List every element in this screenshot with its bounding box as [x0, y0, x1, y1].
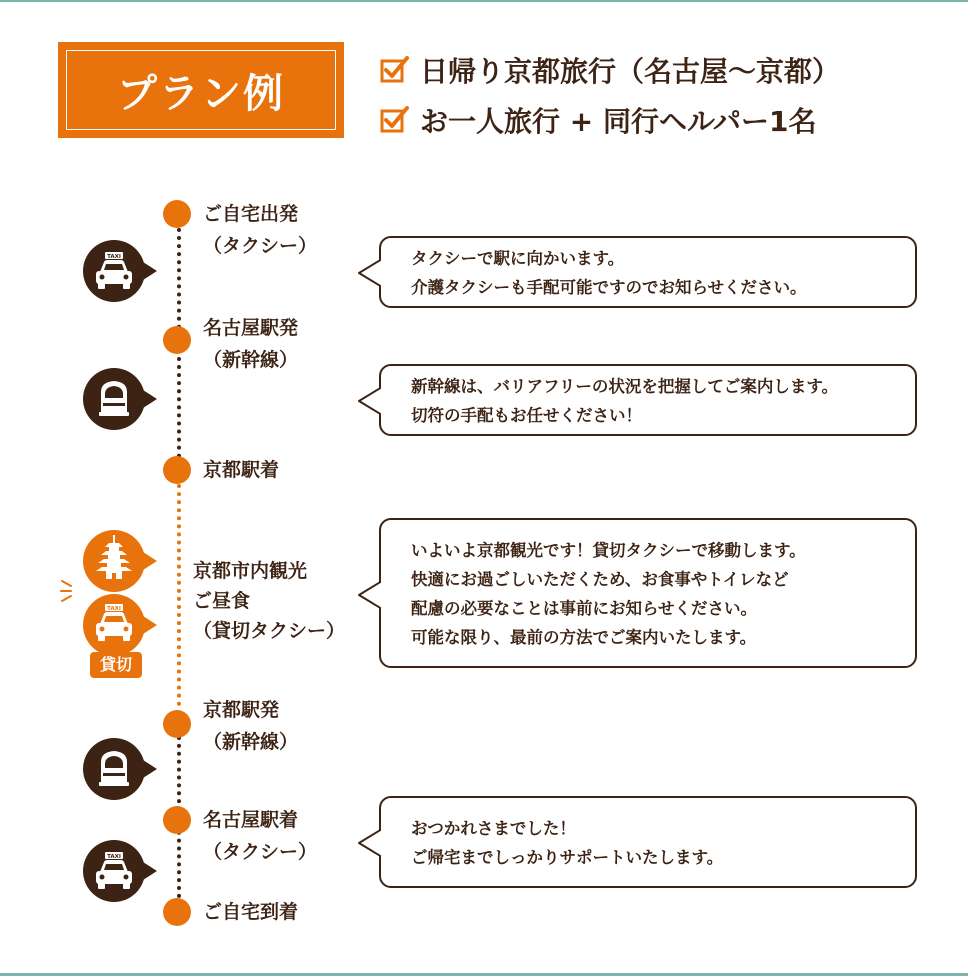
- pagoda-icon: [83, 530, 145, 592]
- step-kyoto-sightseeing: 京都市内観光 ご昼食 （貸切タクシー）: [193, 560, 346, 642]
- top-border: [0, 0, 968, 2]
- title-box: [58, 42, 344, 138]
- step-home-departure: ご自宅出発 （タクシー）: [203, 203, 318, 257]
- bubble-tail: [357, 258, 381, 288]
- timeline-dot: [163, 806, 191, 834]
- timeline-dot: [163, 456, 191, 484]
- svg-text:TAXI: TAXI: [107, 254, 121, 260]
- timeline-line-orange: [177, 484, 181, 706]
- step-kyoto-arrival: 京都駅着: [203, 459, 280, 481]
- timeline-dot: [163, 898, 191, 926]
- checklist-item-helper: [380, 100, 816, 140]
- svg-text:TAXI: TAXI: [107, 854, 121, 860]
- bubble-sightseeing-info: いよいよ京都観光です！貸切タクシーで移動します。 快適にお過ごしいただくため、お食事やトイレなど 配慮の必要なことは事前にお知らせください。 可能な限り、最前の方法でご案内いたします。: [379, 518, 917, 668]
- checklist-text: 日帰り京都旅行（名古屋〜京都）: [420, 55, 841, 88]
- step-home-arrival: ご自宅到着: [203, 901, 299, 923]
- bubble-tail: [357, 580, 381, 610]
- sparkle-icon: [60, 578, 82, 604]
- bubble-tail: [357, 386, 381, 416]
- bubble-taxi-info: タクシーで駅に向かいます。 介護タクシーも手配可能ですのでお知らせください。: [379, 236, 917, 308]
- shinkansen-icon: [83, 738, 145, 800]
- taxi-icon: [83, 840, 145, 902]
- taxi-icon: [83, 240, 145, 302]
- charter-taxi-icon: [83, 594, 145, 656]
- bubble-shinkansen-info: 新幹線は、バリアフリーの状況を把握してご案内します。 切符の手配もお任せください！: [379, 364, 917, 436]
- checkbox-checked-icon: [380, 55, 410, 85]
- checklist-item-day-trip: [380, 50, 840, 90]
- timeline-dot: [163, 326, 191, 354]
- timeline-dot: [163, 200, 191, 228]
- bubble-tail: [357, 828, 381, 858]
- timeline-dot: [163, 710, 191, 738]
- checklist-text: お一人旅行 + 同行ヘルパー1名: [420, 105, 817, 138]
- page-title: プラン例: [66, 50, 336, 130]
- step-nagoya-arrival: 名古屋駅着 （タクシー）: [203, 809, 318, 863]
- charter-badge: 貸切: [90, 652, 142, 678]
- svg-text:TAXI: TAXI: [107, 606, 121, 612]
- step-nagoya-departure: 名古屋駅発 （新幹線）: [203, 317, 299, 371]
- step-kyoto-departure: 京都駅発 （新幹線）: [203, 699, 299, 753]
- shinkansen-icon: [83, 368, 145, 430]
- checkbox-checked-icon: [380, 105, 410, 135]
- bubble-return-info: おつかれさまでした！ ご帰宅までしっかりサポートいたします。: [379, 796, 917, 888]
